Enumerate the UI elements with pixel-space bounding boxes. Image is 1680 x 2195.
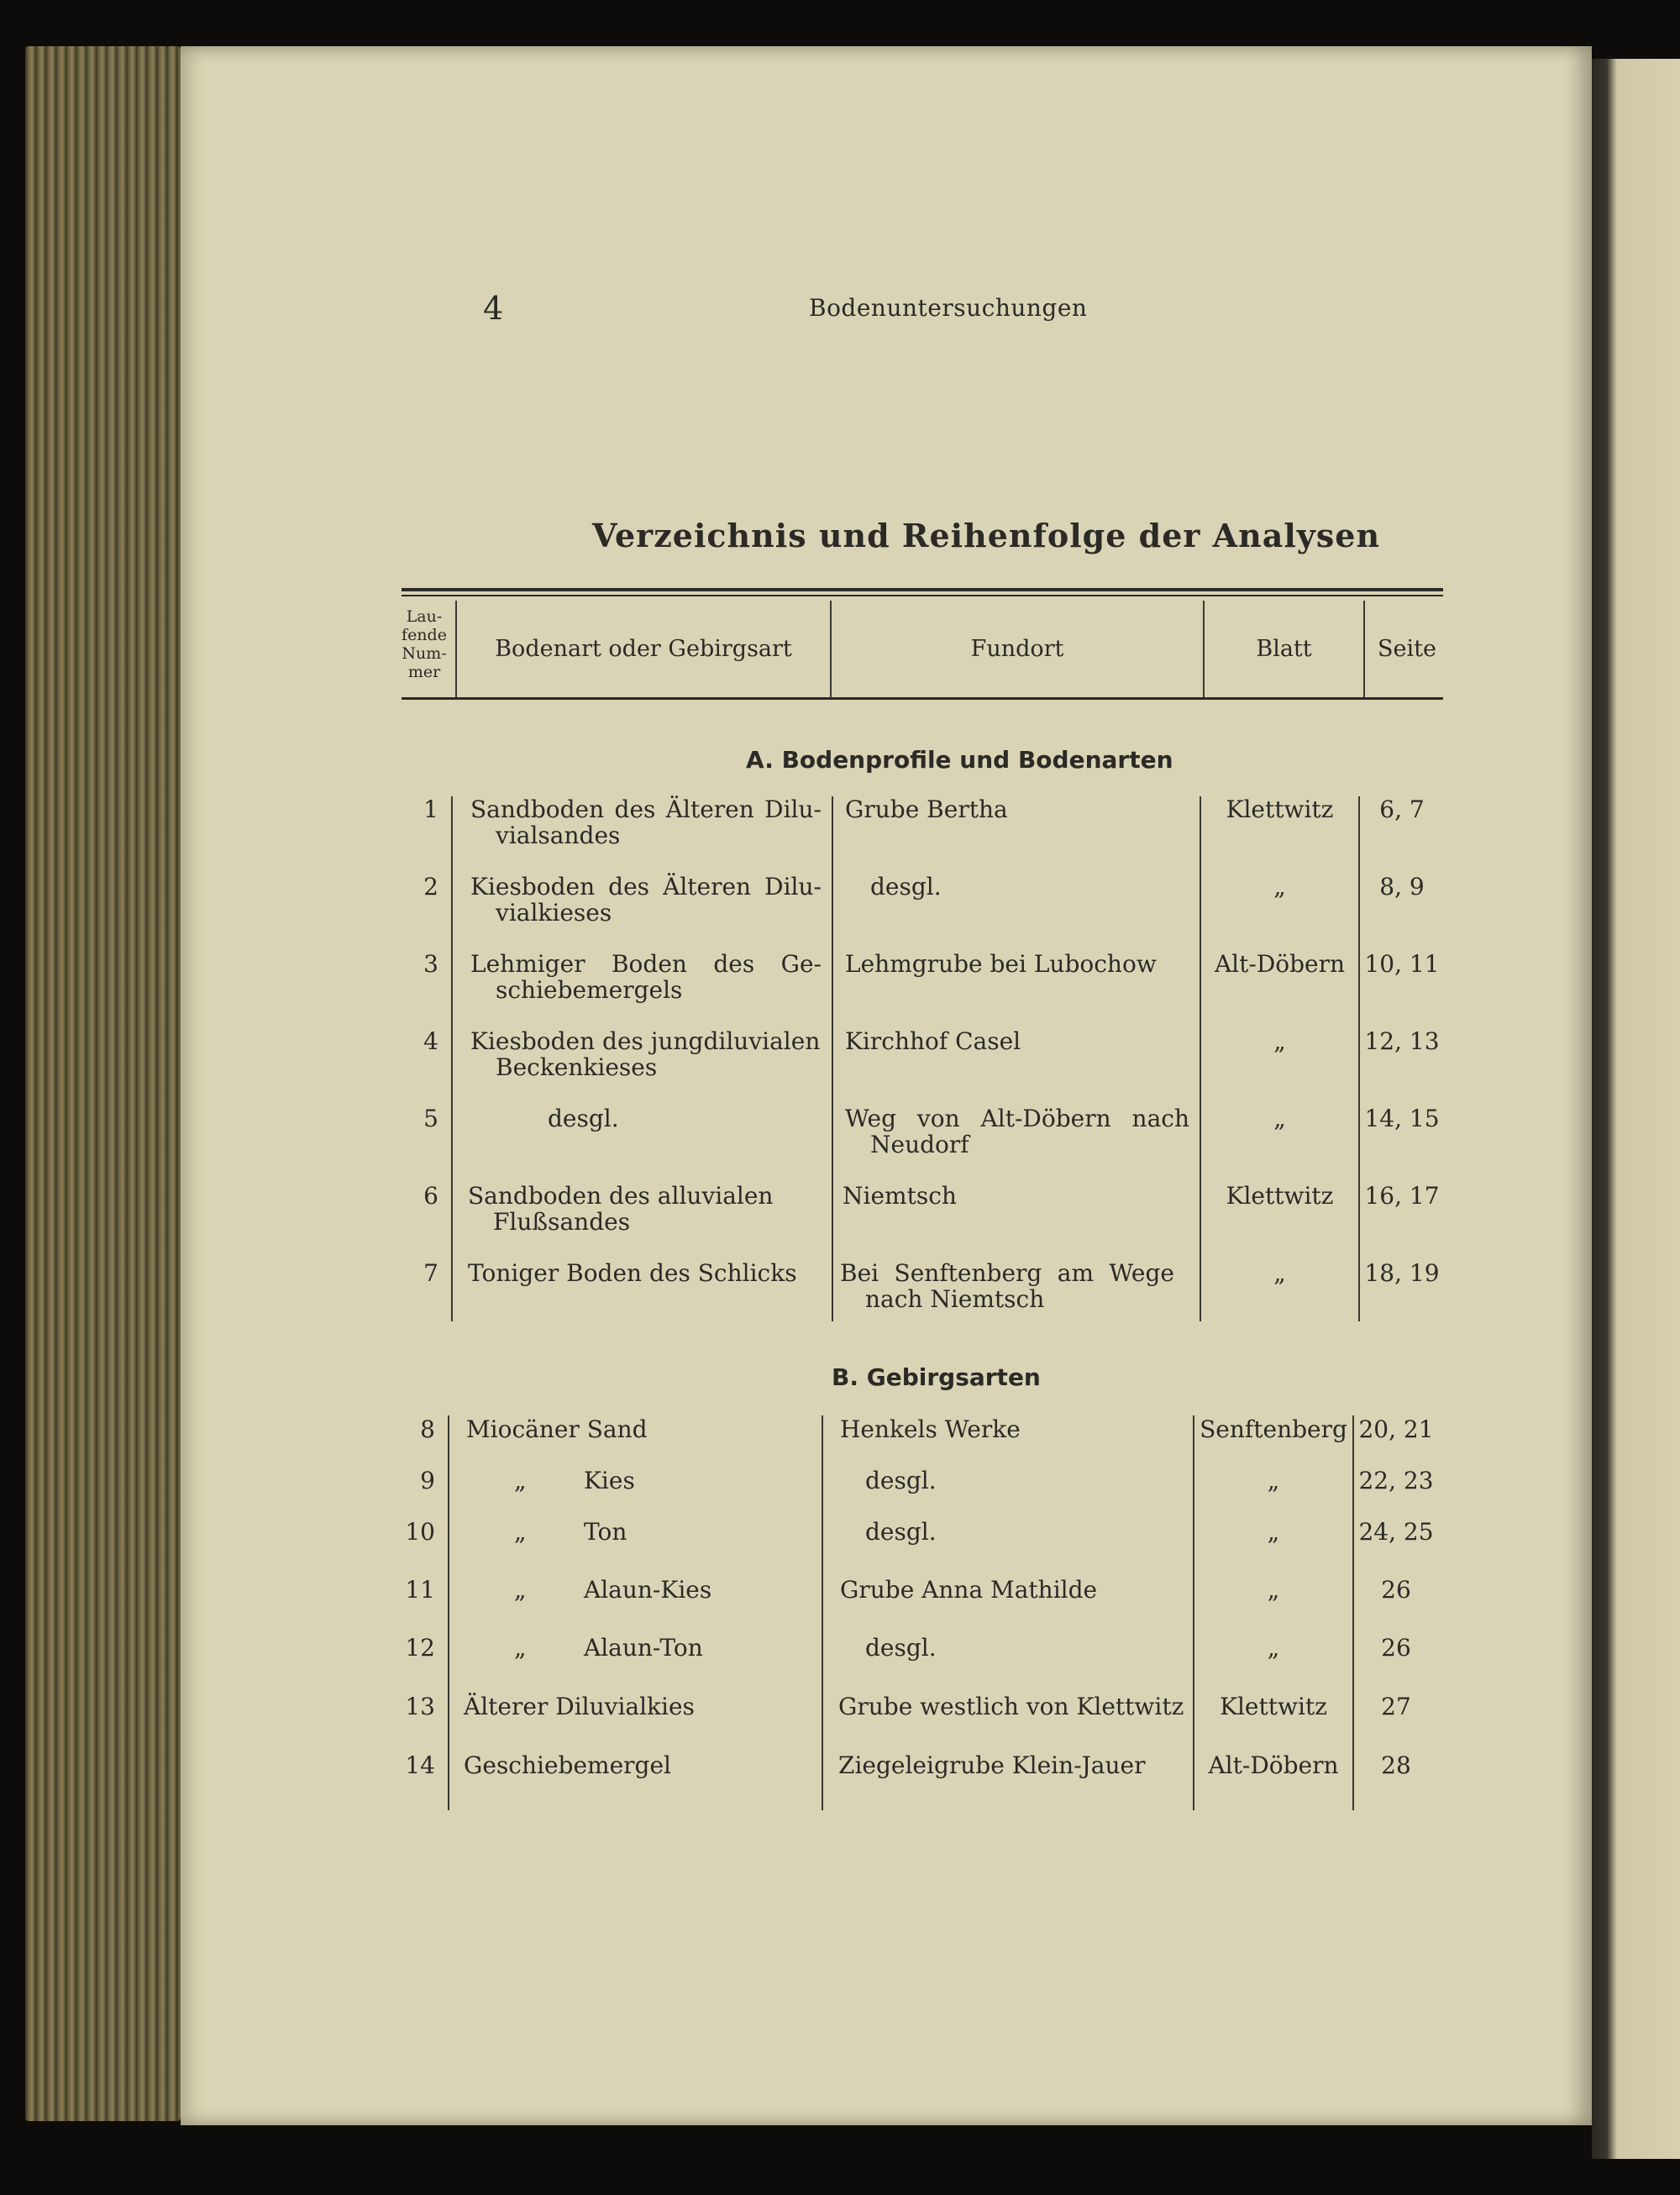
row-fundort: Ziegeleigrube Klein-Jauer xyxy=(838,1751,1146,1779)
row-blatt: Klettwitz xyxy=(1220,1693,1327,1720)
row-gebirgsart-sub: Ton xyxy=(584,1518,627,1546)
row-bodenart-cont: vialsandes xyxy=(496,822,621,849)
row-number: 7 xyxy=(423,1259,438,1287)
row-blatt: „ xyxy=(1273,1105,1286,1132)
row-fundort: Grube Bertha xyxy=(845,796,1008,823)
row-number: 10 xyxy=(405,1518,435,1546)
row-blatt: „ xyxy=(1267,1467,1280,1494)
row-fundort: Grube westlich von Klettwitz xyxy=(838,1693,1184,1720)
row-blatt: „ xyxy=(1273,1259,1286,1287)
row-seite: 14, 15 xyxy=(1364,1105,1440,1132)
row-seite: 6, 7 xyxy=(1379,796,1425,823)
row-blatt: „ xyxy=(1267,1634,1280,1662)
row-seite: 16, 17 xyxy=(1364,1182,1440,1210)
row-fundort: Weg von Alt-Döbern nach xyxy=(845,1105,1189,1132)
row-gebirgsart: „ xyxy=(514,1518,527,1546)
row-fundort: Bei Senftenberg am Wege xyxy=(840,1259,1174,1287)
row-gebirgsart: Älterer Diluvialkies xyxy=(464,1693,695,1720)
row-blatt: „ xyxy=(1267,1576,1280,1604)
row-bodenart: Kiesboden des Älteren Dilu- xyxy=(470,873,822,901)
row-bodenart: desgl. xyxy=(548,1105,619,1132)
header-fundort: Fundort xyxy=(970,636,1064,662)
row-number: 13 xyxy=(405,1693,435,1720)
row-gebirgsart: Geschiebemergel xyxy=(464,1751,671,1779)
row-gebirgsart: Miocäner Sand xyxy=(466,1415,648,1443)
row-seite: 24, 25 xyxy=(1358,1518,1434,1546)
row-bodenart: Kiesboden des jungdiluvialen xyxy=(470,1027,821,1055)
row-gebirgsart: „ xyxy=(514,1576,527,1604)
row-number: 2 xyxy=(423,873,438,901)
row-fundort-cont: Neudorf xyxy=(870,1131,969,1158)
header-bottom-rule xyxy=(402,697,1443,700)
row-number: 3 xyxy=(423,950,438,978)
row-number: 9 xyxy=(420,1467,435,1494)
row-bodenart-cont: vialkieses xyxy=(496,899,612,927)
column-divider xyxy=(451,796,453,1321)
row-fundort: Niemtsch xyxy=(843,1182,957,1210)
row-blatt: Alt-Döbern xyxy=(1208,1751,1339,1779)
book-edge-right xyxy=(1592,59,1680,2159)
book-page xyxy=(181,46,1592,2125)
row-gebirgsart-sub: Kies xyxy=(584,1467,635,1494)
row-gebirgsart-sub: Alaun-Ton xyxy=(584,1634,703,1662)
header-laufende-nummer: Lau- fende Num- mer xyxy=(402,607,447,681)
row-number: 6 xyxy=(423,1182,438,1210)
column-divider xyxy=(822,1415,823,1810)
row-seite: 18, 19 xyxy=(1364,1259,1440,1287)
row-bodenart-cont: Beckenkieses xyxy=(496,1053,658,1081)
row-fundort: desgl. xyxy=(865,1518,937,1546)
column-divider xyxy=(448,1415,449,1810)
row-seite: 28 xyxy=(1381,1751,1411,1779)
row-seite: 20, 21 xyxy=(1358,1415,1434,1443)
header-bodenart: Bodenart oder Gebirgsart xyxy=(495,636,792,662)
row-number: 8 xyxy=(420,1415,435,1443)
row-number: 11 xyxy=(405,1576,435,1604)
row-blatt: Senftenberg xyxy=(1200,1415,1347,1443)
row-number: 12 xyxy=(405,1634,435,1662)
header-seite: Seite xyxy=(1378,636,1436,662)
row-fundort: desgl. xyxy=(865,1467,937,1494)
row-bodenart: Sandboden des alluvialen xyxy=(468,1182,774,1210)
row-fundort: Grube Anna Mathilde xyxy=(840,1576,1098,1604)
header-top-rule-thin xyxy=(402,595,1443,596)
row-fundort: Kirchhof Casel xyxy=(845,1027,1021,1055)
row-fundort: Lehmgrube bei Lubochow xyxy=(845,950,1157,978)
page-title: Verzeichnis und Reihenfolge der Analysen xyxy=(592,517,1381,554)
row-number: 1 xyxy=(423,796,438,823)
row-number: 5 xyxy=(423,1105,438,1132)
row-seite: 8, 9 xyxy=(1379,873,1425,901)
row-gebirgsart: „ xyxy=(514,1634,527,1662)
row-gebirgsart: „ xyxy=(514,1467,527,1494)
row-blatt: Klettwitz xyxy=(1226,1182,1334,1210)
row-seite: 26 xyxy=(1381,1634,1411,1662)
page-number: 4 xyxy=(483,290,504,327)
book-edge-left xyxy=(25,46,181,2121)
row-fundort: desgl. xyxy=(865,1634,937,1662)
row-blatt: „ xyxy=(1267,1518,1280,1546)
row-fundort-cont: nach Niemtsch xyxy=(865,1285,1045,1313)
column-divider xyxy=(832,796,833,1321)
row-fundort: desgl. xyxy=(870,873,942,901)
header-top-rule-thick xyxy=(402,588,1443,591)
row-seite: 12, 13 xyxy=(1364,1027,1440,1055)
row-seite: 22, 23 xyxy=(1358,1467,1434,1494)
row-seite: 10, 11 xyxy=(1364,950,1440,978)
row-bodenart-cont: schiebemergels xyxy=(496,976,683,1004)
row-blatt: „ xyxy=(1273,873,1286,901)
row-bodenart: Toniger Boden des Schlicks xyxy=(468,1259,797,1287)
row-blatt: Klettwitz xyxy=(1226,796,1334,823)
running-head: Bodenuntersuchungen xyxy=(809,294,1088,322)
section-heading-a: A. Bodenprofile und Bodenarten xyxy=(746,746,1173,774)
row-number: 14 xyxy=(405,1751,435,1779)
row-bodenart-cont: Flußsandes xyxy=(493,1208,631,1236)
row-blatt: „ xyxy=(1273,1027,1286,1055)
row-seite: 26 xyxy=(1381,1576,1411,1604)
row-fundort: Henkels Werke xyxy=(840,1415,1021,1443)
row-number: 4 xyxy=(423,1027,438,1055)
header-blatt: Blatt xyxy=(1256,636,1312,662)
row-seite: 27 xyxy=(1381,1693,1411,1720)
row-bodenart: Lehmiger Boden des Ge- xyxy=(470,950,822,978)
section-heading-b: B. Gebirgsarten xyxy=(832,1363,1041,1391)
row-gebirgsart-sub: Alaun-Kies xyxy=(584,1576,712,1604)
row-blatt: Alt-Döbern xyxy=(1214,950,1346,978)
row-bodenart: Sandboden des Älteren Dilu- xyxy=(470,796,822,823)
